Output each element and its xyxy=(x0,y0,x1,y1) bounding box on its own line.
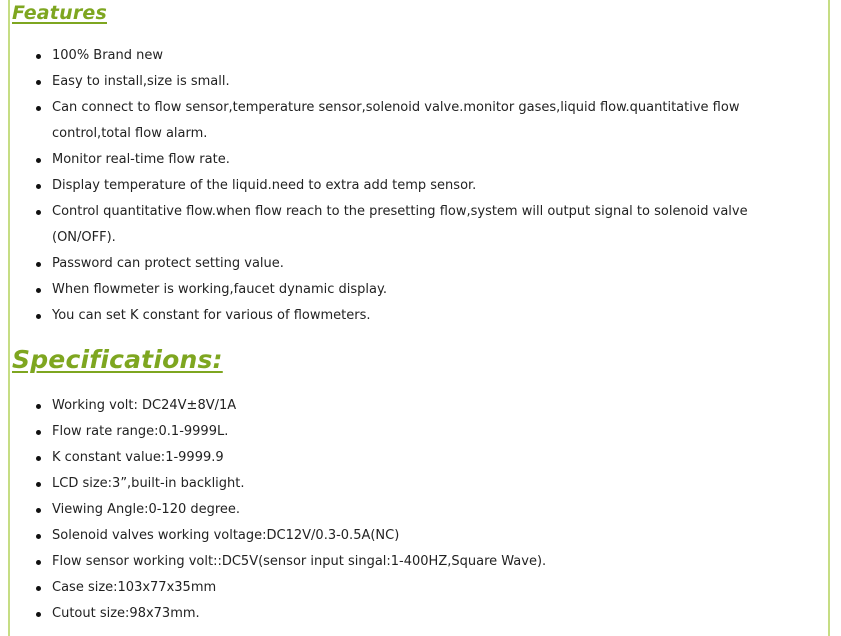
features-list-item: Easy to install,size is small. xyxy=(0,69,800,95)
specifications-list-item: Working volt: DC24V±8V/1A xyxy=(0,393,800,419)
features-list-item: Can connect to flow sensor,temperature sensor,solenoid valve.monitor gases,liquid flow.quantitative flow control,total flow alarm. xyxy=(0,95,800,147)
specifications-list-item: Case size:103x77x35mm xyxy=(0,575,800,601)
features-list-item: Control quantitative flow.when flow reach to the presetting flow,system will output signal to solenoid valve (ON/OFF). xyxy=(0,199,800,251)
specifications-list-item: LCD size:3”,built-in backlight. xyxy=(0,471,800,497)
features-heading: Features xyxy=(12,2,107,24)
features-list xyxy=(0,43,800,329)
features-list-item: 100% Brand new xyxy=(0,43,800,69)
features-list-item: You can set K constant for various of flowmeters. xyxy=(0,303,800,329)
specifications-heading: Specifications: xyxy=(12,345,223,374)
features-list-item: When flowmeter is working,faucet dynamic display. xyxy=(0,277,800,303)
specifications-list xyxy=(0,393,800,627)
specifications-list-item: K constant value:1-9999.9 xyxy=(0,445,800,471)
features-list-item: Monitor real-time flow rate. xyxy=(0,147,800,173)
specifications-list-item: Flow sensor working volt::DC5V(sensor input singal:1-400HZ,Square Wave). xyxy=(0,549,800,575)
specifications-list-item: Viewing Angle:0-120 degree. xyxy=(0,497,800,523)
features-list-item: Display temperature of the liquid.need to extra add temp sensor. xyxy=(0,173,800,199)
specifications-list-item: Solenoid valves working voltage:DC12V/0.3-0.5A(NC) xyxy=(0,523,800,549)
features-list-item: Password can protect setting value. xyxy=(0,251,800,277)
specifications-list-item: Cutout size:98x73mm. xyxy=(0,601,800,627)
specifications-list-item: Flow rate range:0.1-9999L. xyxy=(0,419,800,445)
